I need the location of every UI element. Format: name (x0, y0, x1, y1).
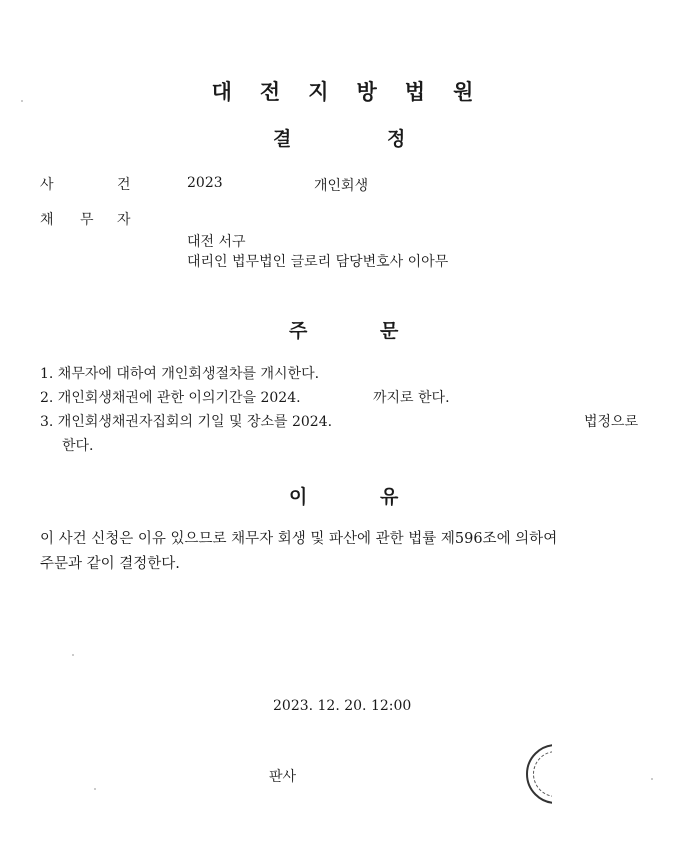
order-heading-left: 주 (289, 320, 308, 342)
case-type: 개인회생 (314, 178, 369, 194)
order-item-3: 3. 개인회생채권자집회의 기일 및 장소를 2024. (40, 414, 333, 430)
title-char-right: 정 (387, 128, 406, 150)
debtor-address: 대전 서구 (187, 234, 246, 250)
order-heading-right: 문 (380, 320, 399, 342)
reason-line-2: 주문과 같이 결정한다. (40, 556, 180, 572)
court-seal-icon (526, 744, 552, 806)
order-item-3-end: 한다. (62, 438, 94, 454)
order-item-3-place: 법정으로 (584, 414, 639, 430)
reason-line-1: 이 사건 신청은 이유 있으므로 채무자 회생 및 파산에 관한 법률 제596조에 의하여 (40, 531, 558, 547)
title-char-left: 결 (273, 128, 292, 150)
order-item-1: 1. 채무자에 대하여 개인회생절차를 개시한다. (40, 366, 320, 382)
case-label-1: 사 (40, 177, 54, 193)
reason-heading-right: 유 (380, 486, 399, 508)
debtor-label-3: 자 (117, 212, 131, 228)
debtor-label-1: 채 (40, 212, 54, 228)
order-item-2-end: 까지로 한다. (373, 390, 450, 406)
judge-label: 판사 (269, 769, 297, 785)
case-label-2: 건 (117, 177, 131, 193)
decision-date: 2023. 12. 20. 12:00 (273, 698, 412, 714)
debtor-agent: 대리인 법무법인 글로리 담당변호사 이아무 (187, 254, 449, 270)
debtor-label-2: 무 (80, 212, 94, 228)
court-name: 대전지방법원 (211, 80, 502, 104)
reason-heading-left: 이 (289, 486, 308, 508)
case-number: 2023 (187, 175, 223, 191)
order-item-2: 2. 개인회생채권에 관한 이의기간을 2024. (40, 390, 301, 406)
